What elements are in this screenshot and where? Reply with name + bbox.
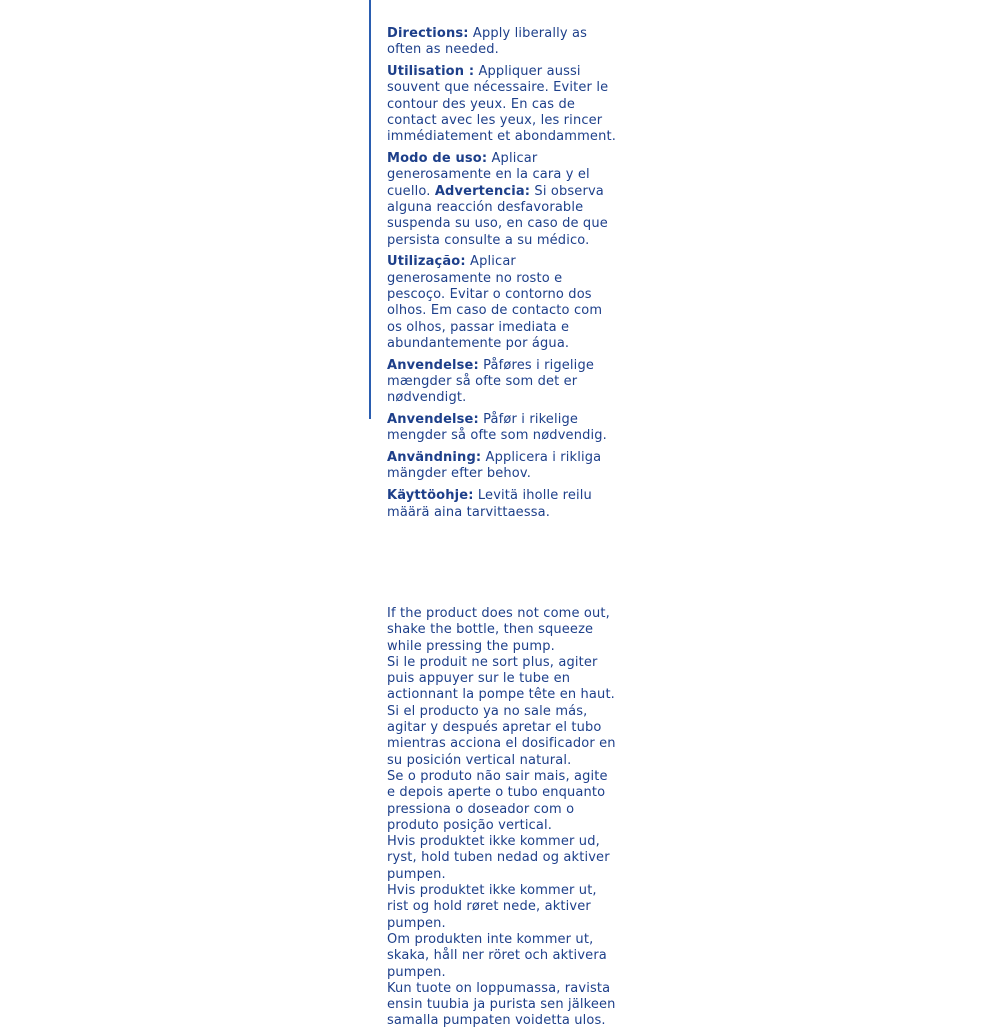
directions-pt [387, 254, 619, 352]
directions-text-fi: Levitä iholle reilu määrä aina tarvittaessa. [387, 488, 592, 520]
pump-instructions-section [387, 606, 619, 1030]
directions-label-en: Directions: [387, 26, 469, 41]
pump-instruction-da: Hvis produktet ikke kommer ud, ryst, hold tuben nedad og aktiver pumpen. [387, 834, 610, 882]
directions-label-da: Anvendelse: [387, 357, 479, 373]
pump-instruction-no: Hvis produktet ikke kommer ut, rist og hold røret nede, aktiver pumpen. [387, 883, 597, 931]
directions-label-fr: Utilisation : [387, 64, 475, 80]
directions-section [387, 26, 619, 526]
directions-no [387, 412, 619, 445]
directions-text-sv: Applicera i rikliga mängder efter behov. [387, 450, 602, 482]
vertical-divider-line [369, 0, 371, 419]
directions-label-no: Anvendelse: [387, 412, 479, 428]
directions-label-pt: Utilização: [387, 254, 466, 270]
pump-instruction-fr: Si le produit ne sort plus, agiter puis appuyer sur le tube en actionnant la pompe tête en haut. [387, 654, 615, 703]
directions-en [387, 26, 619, 59]
warning-text-es: Si observa alguna reacción desfavorable suspenda su uso, en caso de que persista consulte a su médico. [387, 183, 608, 248]
directions-da [387, 358, 619, 407]
directions-es [387, 151, 619, 249]
pump-instruction-es: Si el producto ya no sale más, agitar y después apretar el tubo mientras acciona el dosificador en su posición vertical natural. [387, 703, 616, 768]
directions-fi [387, 488, 619, 521]
directions-label-fi: Käyttöohje: [387, 488, 474, 504]
directions-sv [387, 450, 619, 483]
pump-instruction-en: If the product does not come out, shake the bottle, then squeeze while pressing the pump. [387, 606, 610, 654]
warning-label-es: Advertencia: [434, 183, 531, 199]
directions-label-es: Modo de uso: [387, 151, 488, 167]
pump-instruction-pt: Se o produto não sair mais, agite e depois aperte o tubo enquanto pressiona o doseador com o produto posição vertical. [387, 768, 608, 833]
directions-text-en: Apply liberally as often as needed. [387, 26, 588, 58]
directions-text-no: Påfør i rikelige mengder så ofte som nødvendig. [387, 412, 607, 444]
directions-text-pt: Aplicar generosamente no rosto e pescoço. Evitar o contorno dos olhos. Em caso de contacto com os olhos, passar imediata e abundantemente por água. [387, 254, 603, 351]
pump-instruction-sv: Om produkten inte kommer ut, skaka, håll ner röret och aktivera pumpen. [387, 931, 607, 980]
directions-label-sv: Användning: [387, 450, 482, 466]
pump-instruction-fi: Kun tuote on loppumassa, ravista ensin tuubia ja purista sen jälkeen samalla pumpaten voidetta ulos. [387, 980, 616, 1029]
directions-fr [387, 64, 619, 145]
directions-text-fr: Appliquer aussi souvent que nécessaire. Eviter le contour des yeux. En cas de contact avec les yeux, les rincer immédiatement et abondamment. [387, 64, 616, 145]
directions-text-da: Påføres i rigelige mængder så ofte som det er nødvendigt. [387, 357, 594, 406]
directions-text-es: Aplicar generosamente en la cara y el cuello. [387, 151, 590, 199]
